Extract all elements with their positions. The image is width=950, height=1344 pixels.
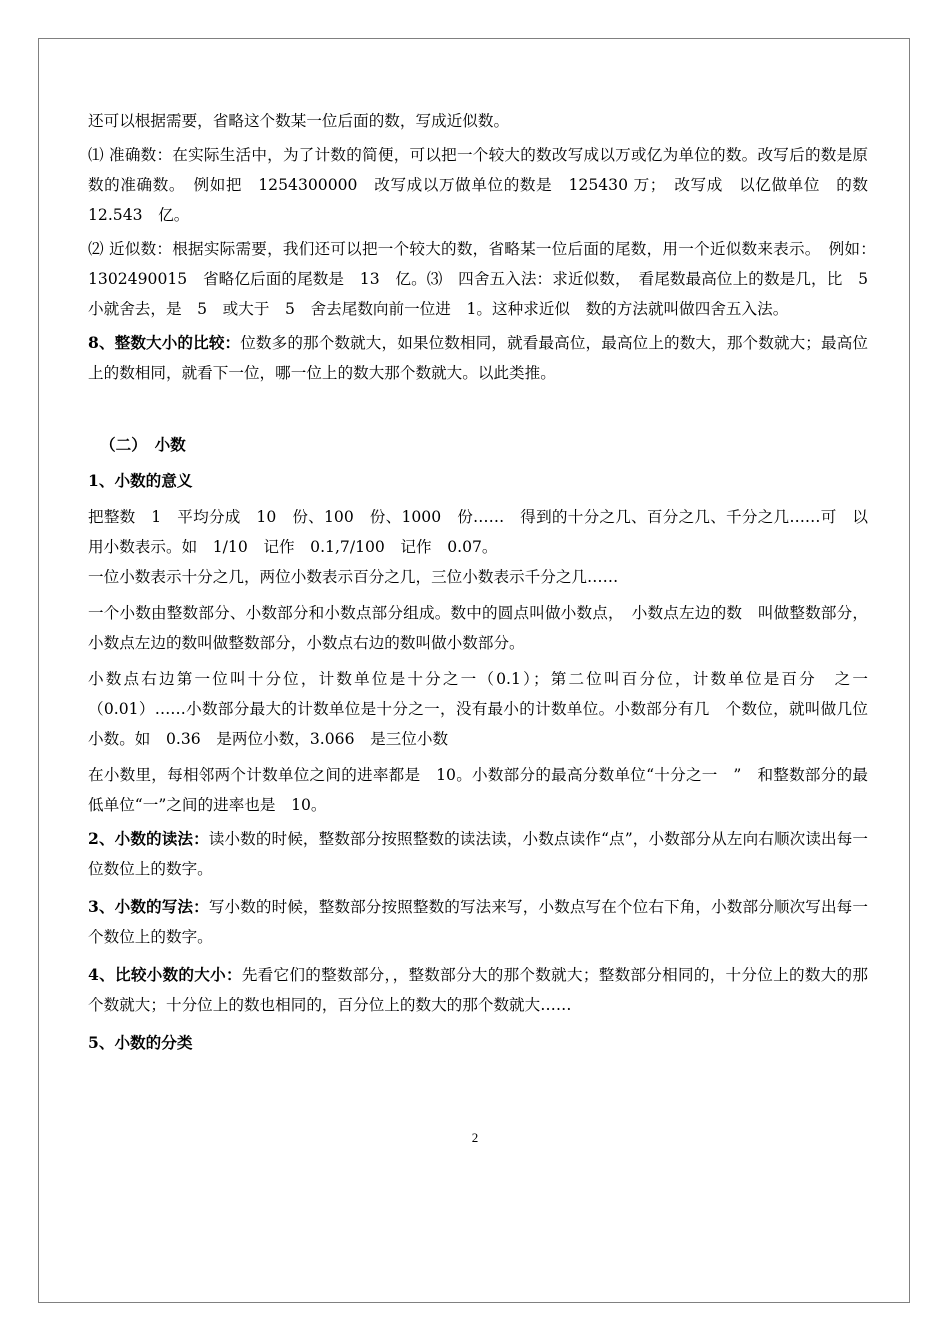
- heading-decimal-reading: 2、小数的读法：: [88, 829, 209, 848]
- paragraph-decimal-reading: [88, 824, 868, 884]
- document-body: [88, 106, 884, 1058]
- paragraph-decimal-meaning: 把整数 1 平均分成 10 份、100 份、1000 份…… 得到的十分之几、百分之几、千分之几……可 以用小数表示。如 1/10 记作 0.1,7/100 记作 0.07。: [88, 508, 868, 556]
- heading-decimal-comparison: 4、比较小数的大小：: [88, 965, 242, 984]
- paragraph-decimal-units: 小数点右边第一位叫十分位，计数单位是十分之一（0.1）；第二位叫百分位，计数单位是百分 之一（0.01）……小数部分最大的计数单位是十分之一，没有最小的计数单位。小数部分有几 个数位，就叫做几位小数。如 0.36 是两位小数，3.066 是三位小数: [88, 670, 868, 748]
- paragraph-integer-comparison: [88, 328, 868, 388]
- text-decimal-comparison: 先看它们的整数部分，，整数部分大的那个数就大；整数部分相同的，十分位上的数大的那个数就大；十分位上的数也相同的，百分位上的数大的那个数就大……: [88, 966, 869, 1014]
- paragraph-decimal-parts: 一个小数由整数部分、小数部分和小数点部分组成。数中的圆点叫做小数点， 小数点左边的数 叫做整数部分，小数点左边的数叫做整数部分，小数点右边的数叫做小数部分。: [88, 604, 868, 652]
- heading-decimal-writing: 3、小数的写法：: [88, 897, 209, 916]
- text-decimal-writing: 写小数的时候，整数部分按照整数的写法来写，小数点写在个位右下角，小数部分顺次写出每一个数位上的数字。: [88, 898, 868, 946]
- page-number: 2: [471, 1130, 479, 1145]
- heading-decimal-meaning: 1、小数的意义: [88, 471, 193, 490]
- text-integer-comparison: 位数多的那个数就大，如果位数相同，就看最高位，最高位上的数大，那个数就大；最高位上的数相同，就看下一位，哪一位上的数大那个数就大。以此类推。: [88, 334, 868, 382]
- paragraph-decimal-comparison: [88, 960, 868, 1020]
- paragraph-decimal-places: 一位小数表示十分之几，两位小数表示百分之几，三位小数表示千分之几……: [88, 568, 619, 586]
- paragraph-decimal-rate: 在小数里，每相邻两个计数单位之间的进率都是 10。小数部分的最高分数单位“十分之一 ” 和整数部分的最低单位“一”之间的进率也是 10。: [88, 766, 868, 814]
- paragraph-approximate-number: ⑵ 近似数：根据实际需要，我们还可以把一个较大的数，省略某一位后面的尾数，用一个近似数来表示。 例如： 1302490015 省略亿后面的尾数是 13 亿。⑶ 四舍五入法：求近似数， 看尾数最高位上的数是几，比 5 小就舍去，是 5 或大于 5 舍去尾数向前一位进 1。这种求近似 数的方法就叫做四舍五入法。: [88, 240, 884, 318]
- paragraph-decimal-writing: [88, 892, 868, 952]
- paragraph-approx-intro: 还可以根据需要，省略这个数某一位后面的数，写成近似数。: [88, 112, 510, 130]
- text-decimal-reading: 读小数的时候，整数部分按照整数的读法读，小数点读作“点”，小数部分从左向右顺次读出每一位数位上的数字。: [88, 830, 868, 878]
- paragraph-exact-number: ⑴ 准确数：在实际生活中，为了计数的简便，可以把一个较大的数改写成以万或亿为单位的数。改写后的数是原数的准确数。 例如把 1254300000 改写成以万做单位的数是 125430 万； 改写成 以亿做单位 的数 12.543 亿。: [88, 146, 884, 224]
- heading-decimal-classification: 5、小数的分类: [88, 1033, 193, 1052]
- section-title-decimals: （二） 小数: [100, 435, 186, 454]
- heading-integer-comparison: 8、整数大小的比较：: [88, 333, 241, 352]
